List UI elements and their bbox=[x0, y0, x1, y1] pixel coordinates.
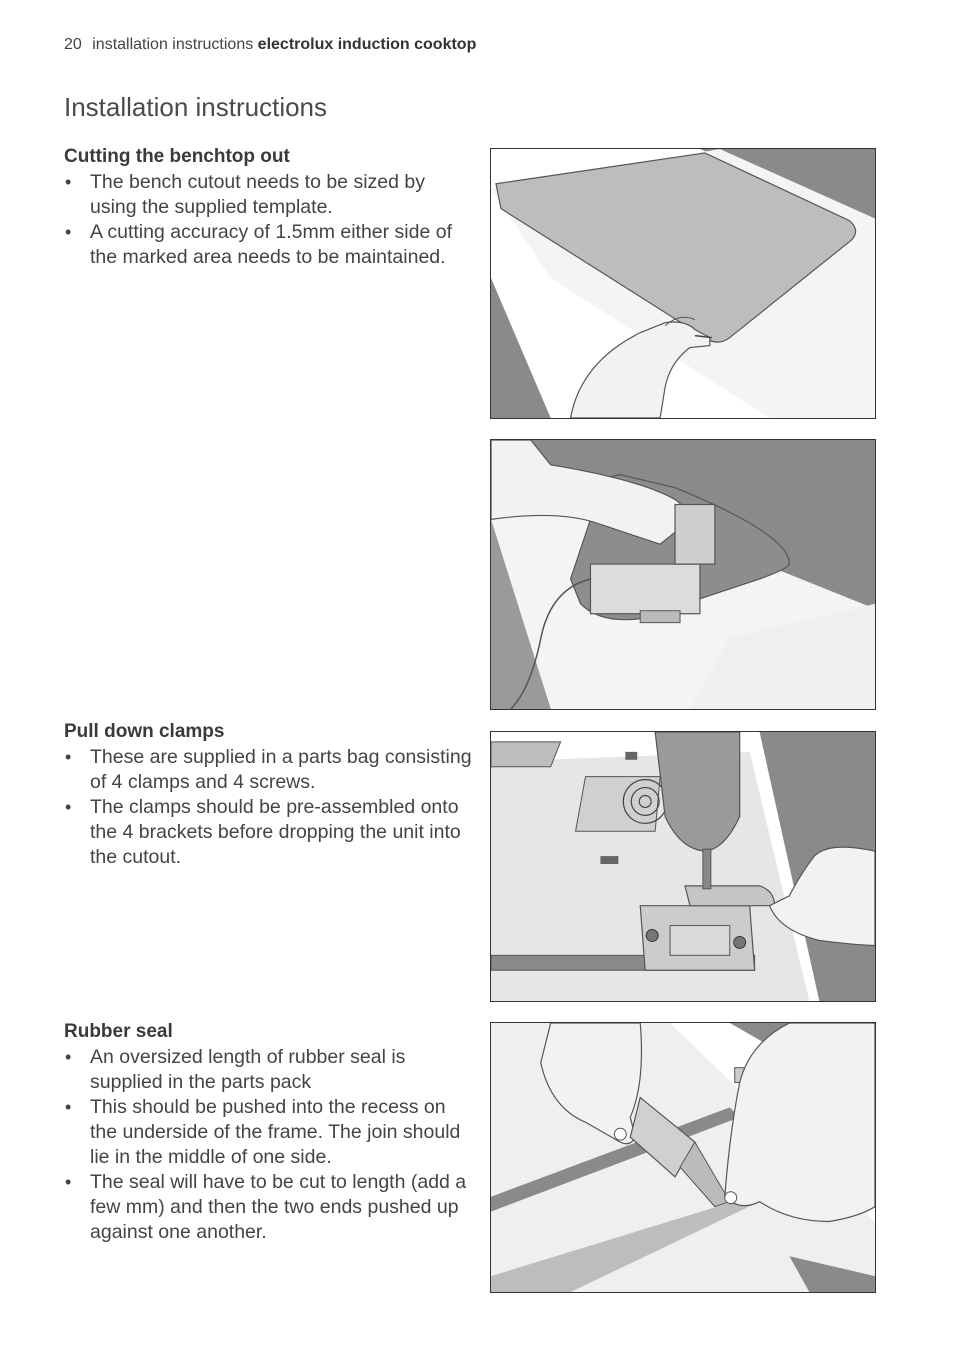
section-heading: Rubber seal bbox=[64, 1021, 173, 1042]
seal-cutting-illustration bbox=[490, 1022, 876, 1293]
section-rubber-seal bbox=[64, 1021, 474, 1245]
bullet-item: • An oversized length of rubber seal is supplied in the parts pack bbox=[64, 1045, 474, 1095]
header-section: installation instructions bbox=[92, 36, 254, 53]
section-pull-down-clamps bbox=[64, 721, 474, 870]
bullet-list bbox=[64, 745, 474, 870]
jigsaw-cutting-illustration bbox=[490, 439, 876, 710]
clamp-screwing-illustration bbox=[490, 731, 876, 1002]
section-cutting-benchtop bbox=[64, 146, 474, 270]
page-number: 20 bbox=[64, 36, 82, 53]
section-heading: Pull down clamps bbox=[64, 721, 225, 742]
bullet-item: • This should be pushed into the recess on the underside of the frame. The join should lie in the middle of one side. bbox=[64, 1095, 474, 1170]
bullet-list bbox=[64, 170, 474, 270]
header-product: electrolux induction cooktop bbox=[257, 36, 477, 53]
template-marking-illustration bbox=[490, 148, 876, 419]
section-heading: Cutting the benchtop out bbox=[64, 146, 290, 167]
bullet-list bbox=[64, 1045, 474, 1245]
bullet-item: • The clamps should be pre-assembled onto the 4 brackets before dropping the unit into the cutout. bbox=[64, 795, 474, 870]
page-title: Installation instructions bbox=[64, 92, 328, 122]
bullet-item: • These are supplied in a parts bag consisting of 4 clamps and 4 screws. bbox=[64, 745, 474, 795]
bullet-item: • The seal will have to be cut to length (add a few mm) and then the two ends pushed up against one another. bbox=[64, 1170, 474, 1245]
bullet-item: • A cutting accuracy of 1.5mm either side of the marked area needs to be maintained. bbox=[64, 220, 474, 270]
bullet-item: • The bench cutout needs to be sized by using the supplied template. bbox=[64, 170, 474, 220]
running-header bbox=[64, 36, 476, 54]
